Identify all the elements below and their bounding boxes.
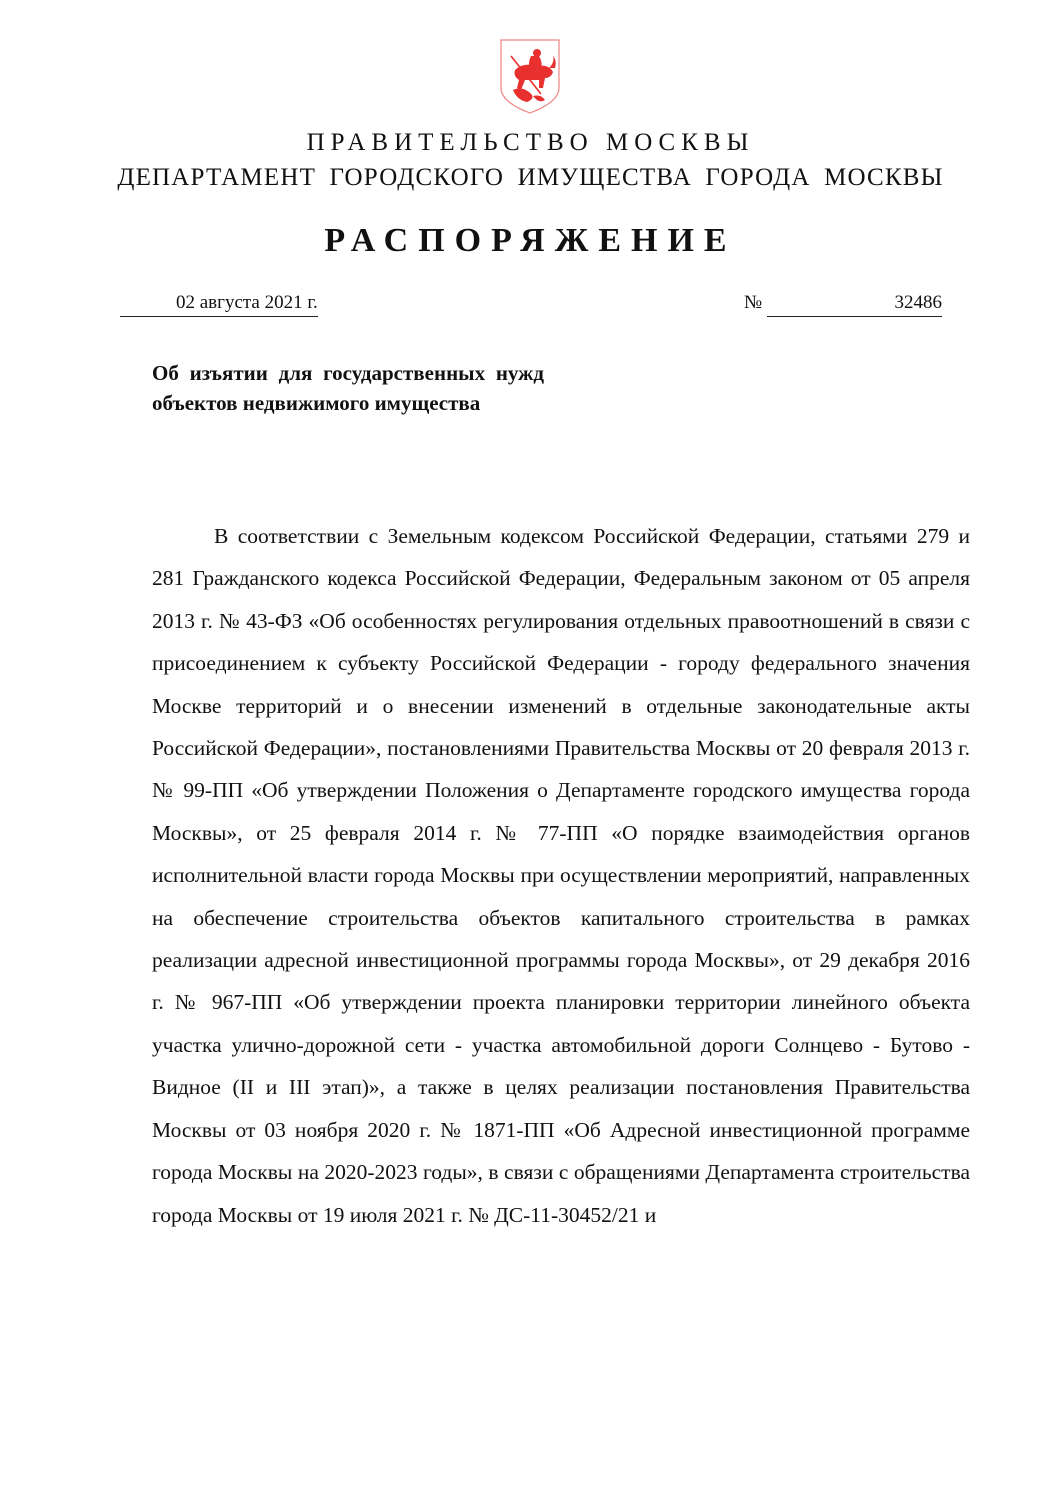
document-date: 02 августа 2021 г. [176, 292, 318, 313]
moscow-coat-of-arms-icon [497, 36, 563, 116]
government-title: ПРАВИТЕЛЬСТВО МОСКВЫ [306, 129, 755, 156]
number-sign: № [744, 292, 763, 313]
department-title: ДЕПАРТАМЕНТ ГОРОДСКОГО ИМУЩЕСТВА ГОРОДА МОСКВЫ [117, 164, 944, 191]
document-date-field [120, 290, 318, 317]
body-paragraph: В соответствии с Земельным кодексом Российской Федерации, статьями 279 и 281 Гражданского кодекса Российской Федерации, Федеральным законом от 05 апреля 2013 г. № 43-ФЗ «Об особенностях регулирования отдельных правоотношений в связи с присоединением к субъекту Российской Федерации - городу федерального значения Москве территорий и о внесении изменений в отдельные законодательные акты Российской Федерации», постановлениями Правительства Москвы от 20 февраля 2013 г. № 99-ПП «Об утверждении Положения о Департаменте городского имущества города Москвы», от 25 февраля 2014 г. № 77-ПП «О порядке взаимодействия органов исполнительной власти города Москвы при осуществлении мероприятий, направленных на обеспечение строительства объектов капитального строительства в рамках реализации адресной инвестиционной программы города Москвы», от 29 декабря 2016 г. № 967-ПП «Об утверждении проекта планировки территории линейного объекта участка улично-дорожной сети - участка автомобильной дороги Солнцево - Бутово - Видное (II и III этап)», а также в целях реализации постановления Правительства Москвы от 03 ноября 2020 г. № 1871-ПП «Об Адресной инвестиционной программе города Москвы на 2020-2023 годы», в связи с обращениями Департамента строительства города Москвы от 19 июля 2021 г. № ДС-11-30452/21 и [152, 524, 970, 1227]
document-subject: Об изъятии для государственных нужд объектов недвижимого имущества [152, 361, 544, 415]
document-type-title: РАСПОРЯЖЕНИЕ [324, 222, 737, 259]
document-number: 32486 [767, 290, 942, 317]
